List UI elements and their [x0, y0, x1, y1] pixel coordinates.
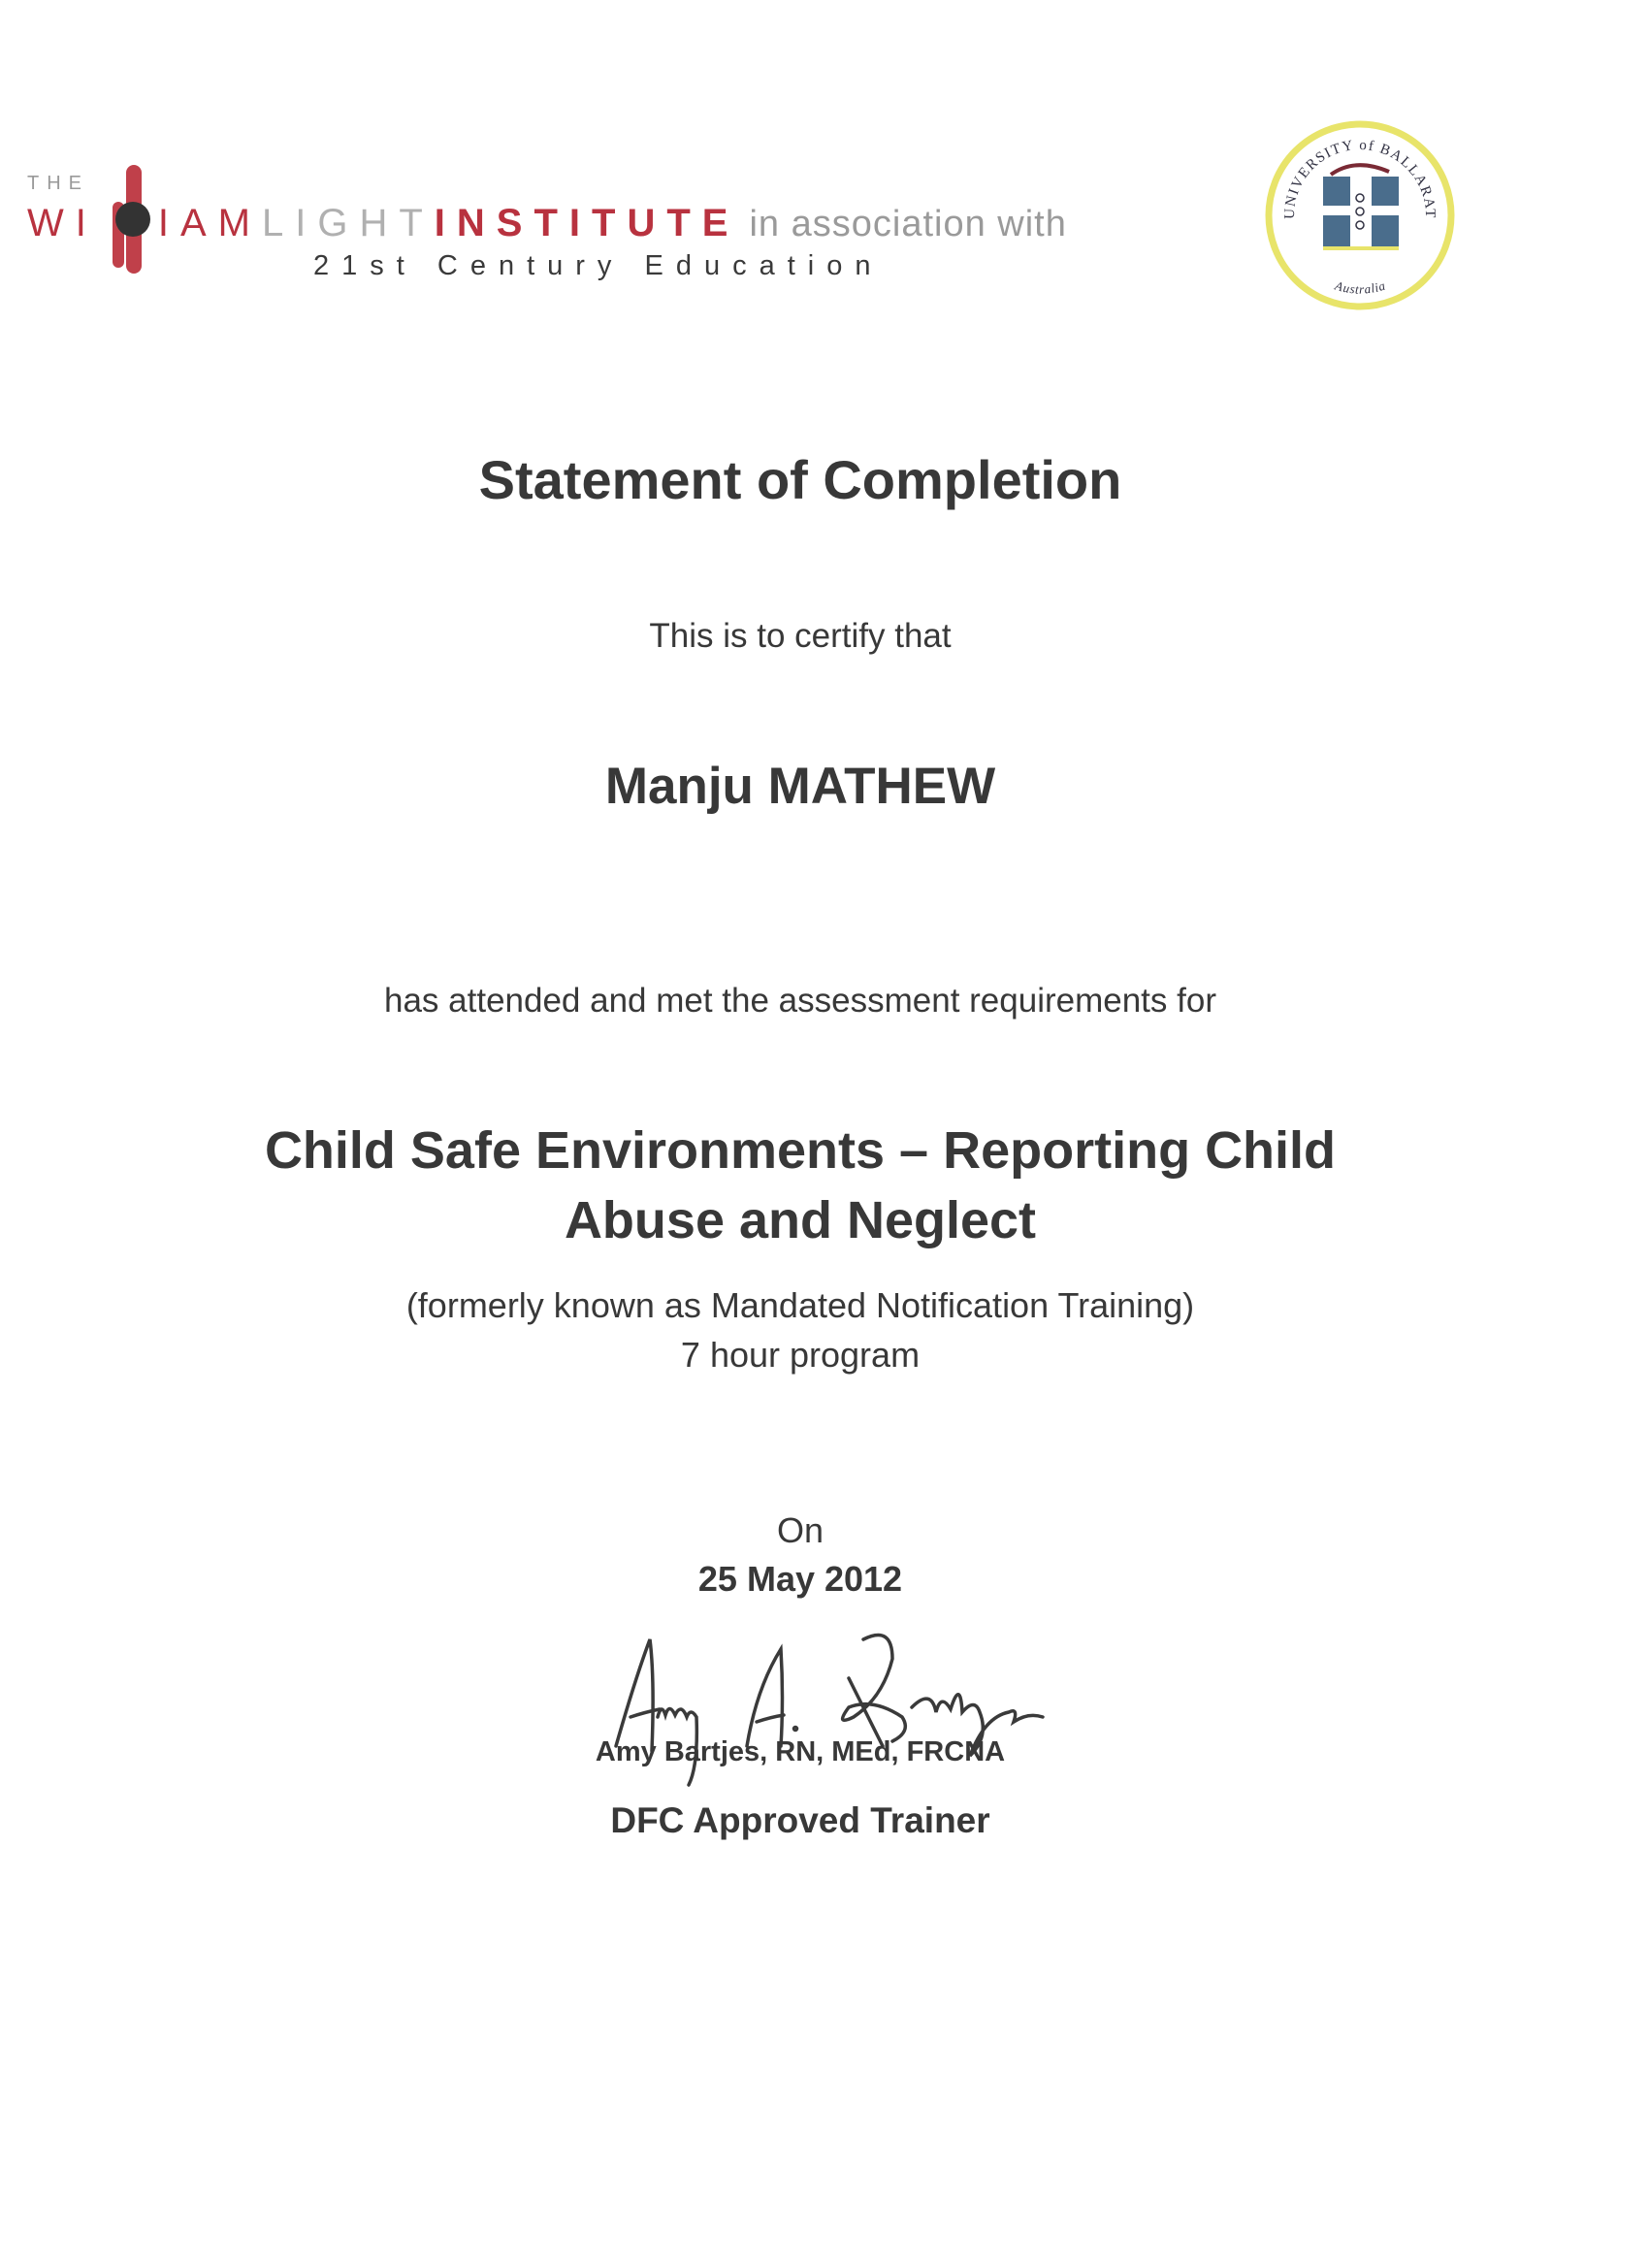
- william-light-institute-logo: [27, 165, 1269, 291]
- seal-text-top: UNIVERSITY of BALLARAT: [1281, 137, 1439, 220]
- seal-text-bottom: Australia: [1333, 277, 1387, 297]
- certify-text: This is to certify that: [649, 617, 952, 655]
- formerly-known-text: (formerly known as Mandated Notification Training): [405, 1285, 1195, 1325]
- logo-tagline: 21st Century Education: [313, 250, 884, 281]
- logo-wordmark: WI IAMLIGHTINSTITUTE in association with: [27, 202, 1067, 244]
- course-title-line2: Abuse and Neglect: [564, 1191, 1037, 1249]
- recipient-name: Manju MATHEW: [604, 758, 996, 815]
- logo-the: THE: [27, 173, 89, 194]
- signature: [601, 1620, 1067, 1795]
- university-of-ballarat-seal: [1263, 118, 1457, 312]
- certificate-title: Statement of Completion: [478, 449, 1122, 510]
- signatory-role: DFC Approved Trainer: [610, 1800, 990, 1840]
- signatory-name: Amy Bartjes, RN, MEd, FRCNA: [595, 1736, 1006, 1767]
- association-text: in association with: [749, 204, 1067, 244]
- attended-text: has attended and met the assessment requirements for: [384, 982, 1216, 1020]
- duration-text: 7 hour program: [680, 1335, 921, 1375]
- course-title-line1: Child Safe Environments – Reporting Child: [264, 1121, 1337, 1180]
- on-label: On: [776, 1510, 824, 1550]
- completion-date: 25 May 2012: [697, 1559, 903, 1599]
